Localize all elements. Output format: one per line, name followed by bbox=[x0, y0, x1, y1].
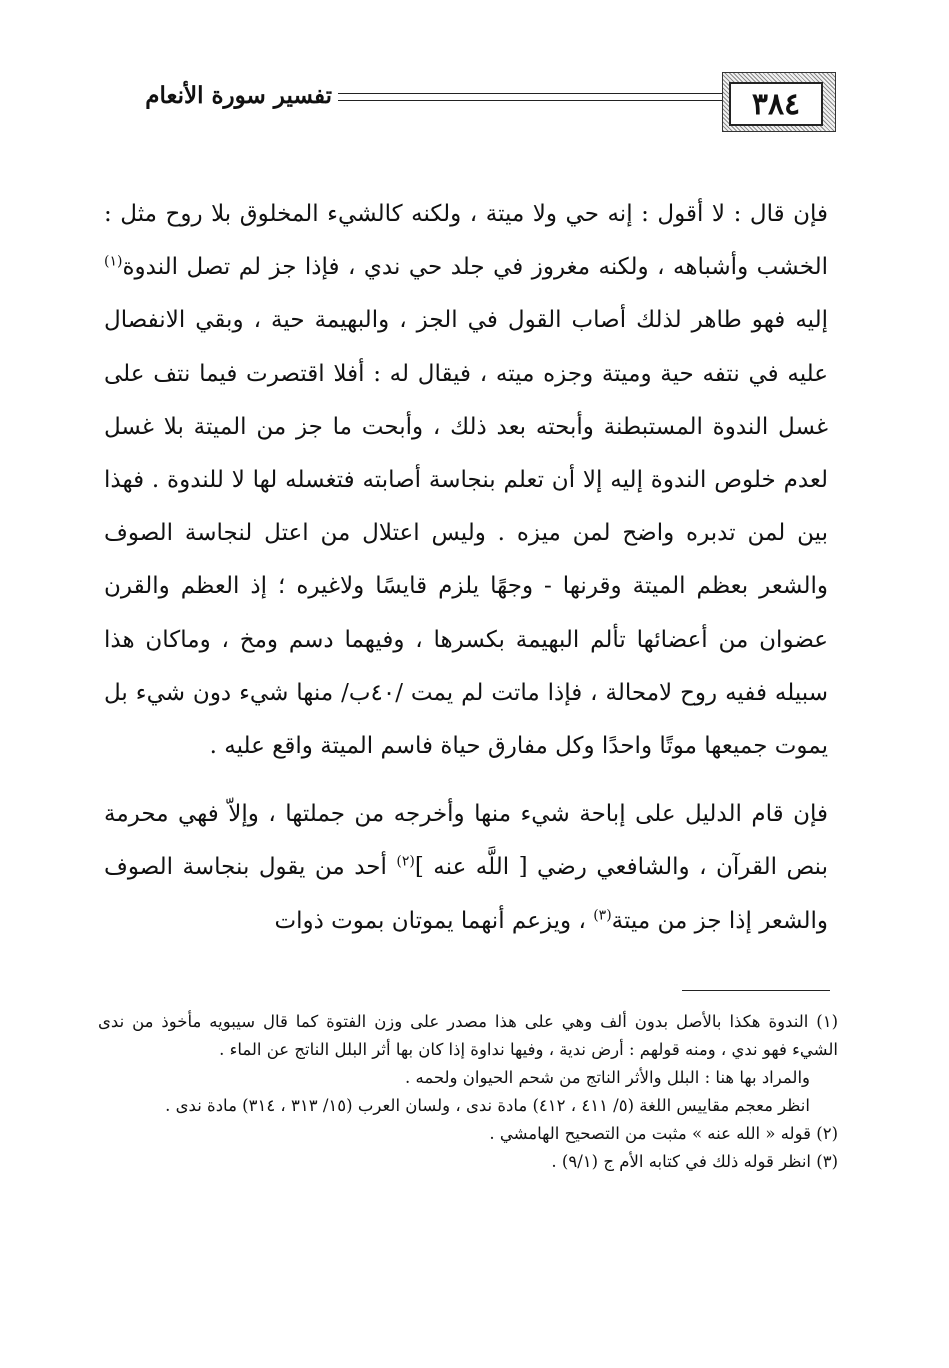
footnote-separator bbox=[682, 990, 830, 991]
footnote-1: (١) الندوة هكذا بالأصل بدون ألف وهي على هذا مصدر على وزن الفتوة كما قال سيبويه مأخوذ من ندى الشيء فهو ندي ، ومنه قولهم : أرض ندية ، وفيها نداوة إذا كان بها أثر البلل الناتج عن الماء . bbox=[98, 1012, 838, 1059]
page-number-frame bbox=[722, 72, 836, 132]
header-rule bbox=[338, 100, 722, 101]
paragraph: فإن قال : لا أقول : إنه حي ولا ميتة ، ولكنه كالشيء المخلوق بلا روح مثل : الخشب وأشباهه ، ولكنه مغروز في جلد حي ندي ، فإذا جز لم تصل الندوة$^{(١)}$ إليه فهو طاهر لذلك أصاب القول في الجز ، والبهيمة حية ، وبقي الانفصال عليه في نتفه حية وميتة وجزه ميته ، فيقال له : أفلا اقتصرت فيما نتف على غسل الندوة المستبطنة وأبحته بعد ذلك ، وأبحت ما جز من الميتة بلا غسل لعدم خلوص الندوة إليه إلا أن تعلم بنجاسة أصابته فتغسله لها لا للندوة . فهذا بين لمن تدبره واضح لمن ميزه . وليس اعتلال من اعتل لنجاسة الصوف والشعر بعظم الميتة وقرنها - وجهًا يلزم قايسًا ولاغيره ؛ إذ العظم والقرن عضوان من أعضائها تألم البهيمة بكسرها ، وفيهما دسم ومخ ، وماكان هذا سبيله ففيه روح لامحالة ، فإذا ماتت لم يمت /٤٠ب/ منها شيء دون شيء بل يموت جميعها موتًا واحدًا وكل مفارق حياة فاسم الميتة واقع عليه . bbox=[104, 201, 828, 760]
paragraph: فإن قام الدليل على إباحة شيء منها وأخرجه من جملتها ، وإلاّ فهي محرمة بنص القرآن ، والشافعي رضي [ اللَّه عنه ]$^{(٢)}$ أحد من يقول بنجاسة الصوف والشعر إذا جز من ميتة$^{(٣)}$ ، ويزعم أنهما يموتان بموت ذوات bbox=[104, 801, 828, 934]
footnote-number: (٢) bbox=[816, 1124, 838, 1143]
page-number: ٣٨٤ bbox=[729, 82, 823, 126]
footnote-1-line: انظر معجم مقاييس اللغة (٥/ ٤١١ ، ٤١٢) مادة ندى ، ولسان العرب (١٥/ ٣١٣ ، ٣١٤) مادة ندى . bbox=[165, 1096, 810, 1115]
header-rule bbox=[338, 93, 722, 94]
footnote-1-line: والمراد بها هنا : البلل والأثر الناتج من شحم الحيوان ولحمه . bbox=[404, 1068, 810, 1087]
footnote-ref: (١) bbox=[104, 253, 123, 270]
footnote-ref: (٢) bbox=[396, 853, 415, 870]
footnotes bbox=[98, 1008, 838, 1176]
footnote-number: (١) bbox=[816, 1012, 838, 1031]
footnote-number: (٣) bbox=[816, 1152, 838, 1171]
footnote-3: (٣) انظر قوله ذلك في كتابه الأم ج (٩/١) . bbox=[551, 1152, 838, 1171]
footnote-ref: (٣) bbox=[593, 906, 612, 923]
running-title: تفسير سورة الأنعام bbox=[145, 82, 332, 109]
footnote-2: (٢) قوله « الله عنه » مثبت من التصحيح الهامشي . bbox=[489, 1124, 838, 1143]
main-text bbox=[104, 188, 828, 948]
